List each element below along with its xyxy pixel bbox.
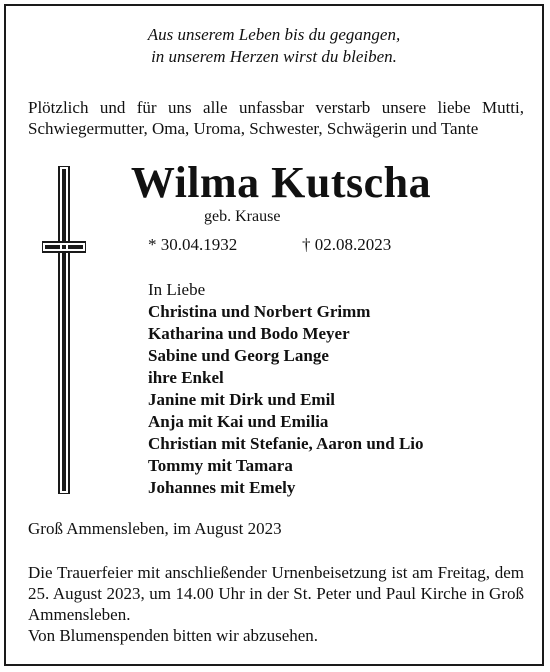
deceased-name: Wilma Kutscha	[130, 158, 432, 207]
family-member: Tommy mit Tamara	[148, 456, 293, 475]
family-member: Johannes mit Emely	[148, 478, 296, 497]
motto-line-1: Aus unserem Leben bis du gegangen,	[147, 25, 401, 44]
birth-date: * 30.04.1932	[148, 235, 238, 254]
family-member: Janine mit Dirk und Emil	[148, 390, 336, 409]
family-member: Anja mit Kai und Emilia	[148, 412, 329, 431]
born-name: geb. Krause	[204, 208, 281, 225]
intro-text: Plötzlich und für uns alle unfassbar verstarb unsere liebe Mutti, Schwiegermutter, Oma, Uroma, Schwester, Schwägerin und Tante	[28, 98, 524, 138]
death-date: † 02.08.2023	[302, 235, 392, 254]
family-list	[148, 279, 424, 499]
family-member: ihre Enkel	[148, 368, 224, 387]
obituary-card	[4, 4, 544, 666]
ceremony-info	[28, 562, 524, 646]
family-intro: In Liebe	[148, 280, 206, 299]
family-member: Christina und Norbert Grimm	[148, 302, 371, 321]
family-member: Christian mit Stefanie, Aaron und Lio	[148, 434, 424, 453]
family-member: Sabine und Georg Lange	[148, 346, 329, 365]
ceremony-text: Die Trauerfeier mit anschließender Urnenbeisetzung ist am Freitag, dem 25. August 2023, um 14.00 Uhr in der St. Peter und Paul Kirche in Groß Ammensleben.	[28, 563, 524, 624]
motto-line-2: in unserem Herzen wirst du bleiben.	[151, 47, 397, 66]
motto	[6, 24, 542, 68]
family-member: Katharina und Bodo Meyer	[148, 324, 350, 343]
place-date: Groß Ammensleben, im August 2023	[28, 519, 282, 538]
flowers-note: Von Blumenspenden bitten wir abzusehen.	[28, 626, 319, 645]
cross-icon	[42, 166, 86, 494]
